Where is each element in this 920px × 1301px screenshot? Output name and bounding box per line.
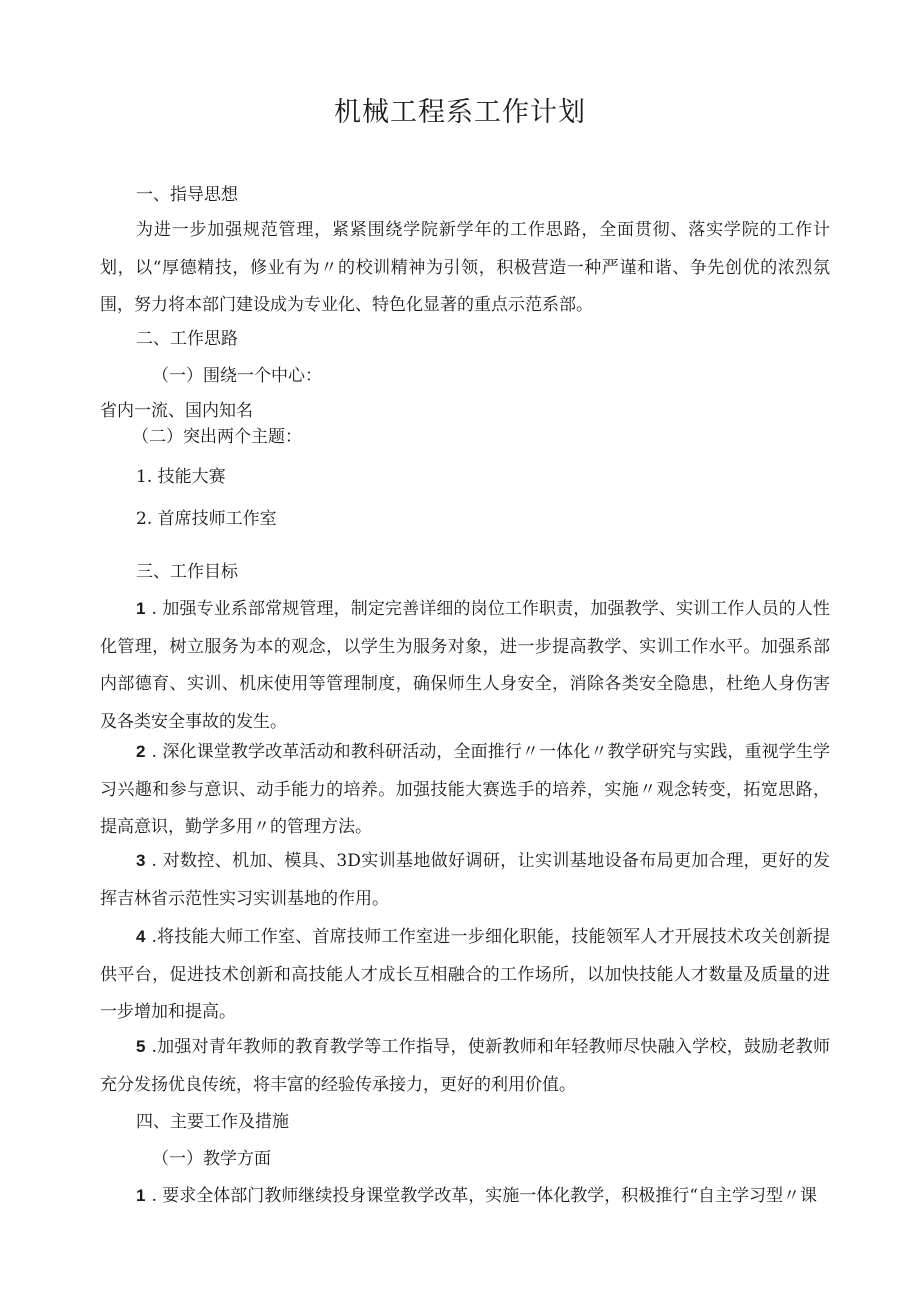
goal-number: 5 [136,1037,146,1056]
goal-text: . 加强专业系部常规管理，制定完善详细的岗位工作职责，加强教学、实训工作人员的人性化管理，树立服务为本的观念，以学生为服务对象，进一步提高教学、实训工作水平。加强系部内部德育、实训、机床使用等管理制度，确保师生人身安全，消除各类安全隐患，杜绝人身伤害及各类安全事故的发生。 [100,599,830,732]
theme-item-skills-competition: 1. 技能大赛 [136,467,226,487]
teaching-measure-paragraph [100,1177,830,1216]
goal-text: .将技能大师工作室、首席技师工作室进一步细化职能，技能领军人才开展技术攻关创新提供平台，促进技术创新和高技能人才成长互相融合的工作场所，以加快技能人才数量及质量的进一步增加和提高。 [100,927,830,1022]
goal-paragraph [100,842,830,918]
document-title: 机械工程系工作计划 [334,97,586,128]
goal-text: .加强对青年教师的教育教学等工作指导，使新教师和年轻教师尽快融入学校，鼓励老教师充分发扬优良传统，将丰富的经验传承接力，更好的利用价值。 [100,1037,830,1095]
subheading-one-center: （一）围绕一个中心： [152,366,322,386]
goal-number: 1 [136,599,146,618]
goal-paragraph [100,590,830,741]
section-heading-main-work-measures: 四、主要工作及措施 [136,1112,289,1132]
subheading-two-themes: （二）突出两个主题： [132,427,302,447]
goal-paragraph [100,733,830,847]
measure-text: . 要求全体部门教师继续投身课堂教学改革，实施一体化教学，积极推行“自主学习型〃课 [151,1186,817,1206]
goal-paragraph [100,918,830,1032]
subheading-teaching: （一）教学方面 [152,1149,271,1169]
measure-number: 1 [136,1186,146,1205]
goal-text: . 对数控、机加、模具、3D实训基地做好调研，让实训基地设备布局更加合理，更好的发挥吉林省示范性实习实训基地的作用。 [100,851,830,909]
section-heading-work-approach: 二、工作思路 [136,329,238,349]
section-heading-work-goals: 三、工作目标 [136,562,238,582]
goal-number: 4 [136,927,146,946]
goal-number: 3 [136,851,146,870]
goal-number: 2 [136,742,146,761]
one-center-text: 省内一流、国内知名 [100,401,253,421]
section-heading-guiding-thought: 一、指导思想 [136,185,238,205]
theme-item-chief-technician-studio: 2. 首席技师工作室 [136,509,277,529]
goal-paragraph [100,1028,830,1104]
section-paragraph-guiding-thought: 为进一步加强规范管理，紧紧围绕学院新学年的工作思路，全面贯彻、落实学院的工作计划，以“厚德精技，修业有为〃的校训精神为引领，积极营造一种严谨和谐、争先创优的浓烈氛围，努力将本部门建设成为专业化、特色化显著的重点示范系部。 [100,220,830,315]
goal-text: . 深化课堂教学改革活动和教科研活动，全面推行〃一体化〃教学研究与实践，重视学生学习兴趣和参与意识、动手能力的培养。加强技能大赛选手的培养，实施〃观念转变，拓宽思路，提高意识，勤学多用〃的管理方法。 [100,742,830,837]
